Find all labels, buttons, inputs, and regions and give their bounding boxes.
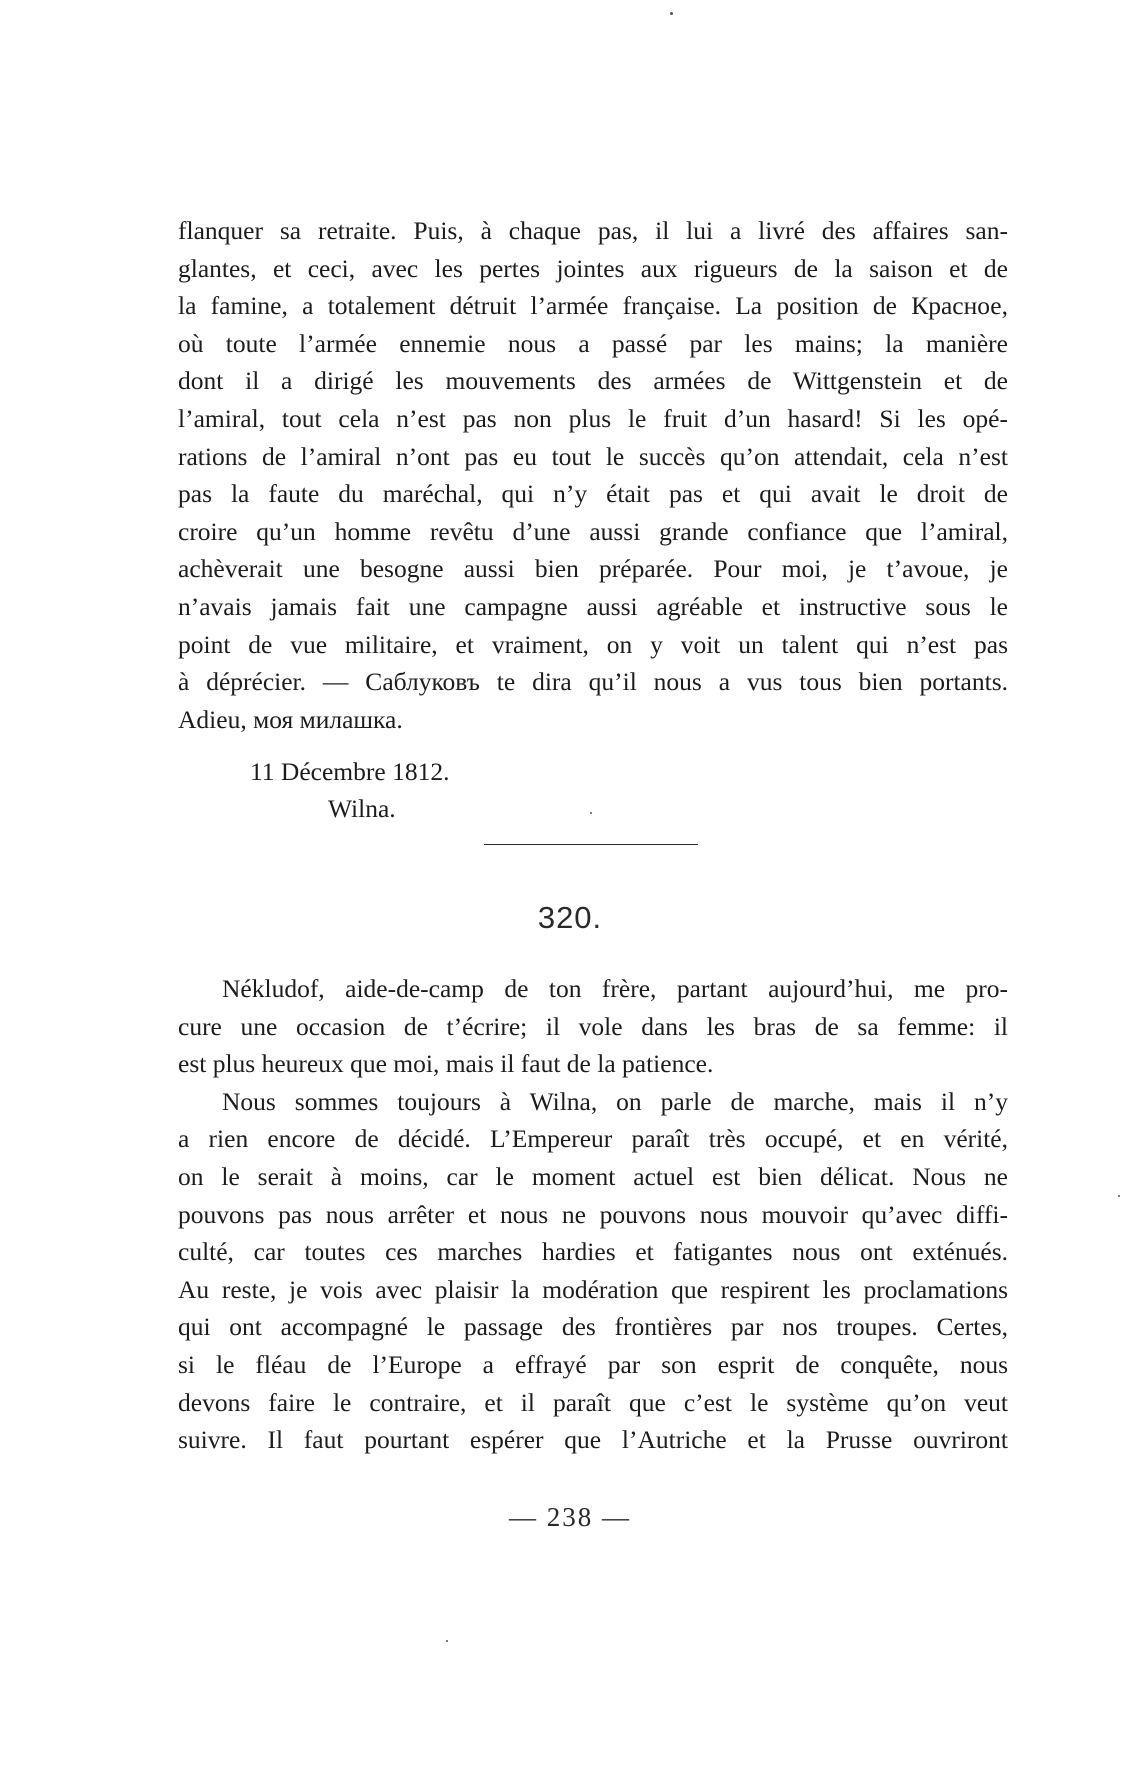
text-line: si le fléau de l’Europe a effrayé par son esprit de conquête, nous bbox=[178, 1349, 1008, 1379]
text-line: croire qu’un homme revêtu d’une aussi grande confiance que l’amiral, bbox=[178, 516, 1008, 546]
text-line: Nékludof, aide-de-camp de ton frère, partant aujourd’hui, me pro- bbox=[222, 974, 1008, 1003]
text-line: l’amiral, tout cela n’est pas non plus le fruit d’un hasard! Si les opé- bbox=[178, 403, 1008, 433]
page-speck bbox=[590, 812, 592, 814]
letter-date: 11 Décembre 1812. bbox=[250, 757, 450, 786]
text-line: à déprécier. — Саблуковъ te dira qu’il nous a vus tous bien portants. bbox=[178, 667, 1008, 697]
section-divider bbox=[484, 844, 698, 845]
text-line: point de vue militaire, et vraiment, on y voit un talent qui n’est pas bbox=[178, 629, 1008, 659]
text-line: devons faire le contraire, et il paraît que c’est le système qu’on veut bbox=[178, 1387, 1008, 1417]
page-number: — 238 — bbox=[509, 1502, 631, 1532]
text-line: on le serait à moins, car le moment actuel est bien délicat. Nous ne bbox=[178, 1161, 1008, 1191]
letter-320-text bbox=[178, 970, 1008, 1459]
text-line: dont il a dirigé les mouvements des armées de Wittgenstein et de bbox=[178, 366, 1008, 396]
page-speck bbox=[670, 12, 673, 15]
text-line: est plus heureux que moi, mais il faut de la patience. bbox=[178, 1049, 714, 1079]
letter-place: Wilna. bbox=[328, 794, 396, 823]
text-line: a rien encore de décidé. L’Empereur paraît très occupé, et en vérité, bbox=[178, 1124, 1008, 1154]
text-line: n’avais jamais fait une campagne aussi agréable et instructive sous le bbox=[178, 591, 1008, 621]
letter-number-heading: 320. bbox=[537, 900, 603, 935]
text-line: rations de l’amiral n’ont pas eu tout le succès qu’on attendait, cela n’est bbox=[178, 441, 1008, 471]
text-line: glantes, et ceci, avec les pertes jointes aux rigueurs de la saison et de bbox=[178, 253, 1008, 283]
text-line: Adieu, моя милашка. bbox=[178, 704, 403, 734]
paragraph-1 bbox=[178, 970, 1008, 1083]
letter-continued-text bbox=[178, 212, 1008, 738]
text-line: cure une occasion de t’écrire; il vole dans les bras de sa femme: il bbox=[178, 1011, 1008, 1041]
text-line: Au reste, je vois avec plaisir la modération que respirent les proclamations bbox=[178, 1274, 1008, 1304]
page-speck bbox=[446, 1640, 448, 1642]
text-line: suivre. Il faut pourtant espérer que l’Autriche et la Prusse ouvriront bbox=[178, 1425, 1008, 1455]
page-speck bbox=[1118, 1195, 1120, 1197]
text-line: flanquer sa retraite. Puis, à chaque pas, il lui a livré des affaires san- bbox=[178, 216, 1008, 245]
text-line: achèverait une besogne aussi bien préparée. Pour moi, je t’avoue, je bbox=[178, 554, 1008, 584]
text-line: pouvons pas nous arrêter et nous ne pouvons nous mouvoir qu’avec diffi- bbox=[178, 1199, 1008, 1229]
text-line: pas la faute du maréchal, qui n’y était pas et qui avait le droit de bbox=[178, 479, 1008, 509]
text-line: qui ont accompagné le passage des frontières par nos troupes. Certes, bbox=[178, 1312, 1008, 1342]
text-line: la famine, a totalement détruit l’armée française. La position de Красное, bbox=[178, 291, 1008, 321]
text-line: Nous sommes toujours à Wilna, on parle de marche, mais il n’y bbox=[222, 1086, 1008, 1116]
text-line: où toute l’armée ennemie nous a passé par les mains; la manière bbox=[178, 328, 1008, 358]
text-line: culté, car toutes ces marches hardies et fatigantes nous ont exténués. bbox=[178, 1237, 1008, 1267]
paragraph-2 bbox=[178, 1083, 1008, 1459]
